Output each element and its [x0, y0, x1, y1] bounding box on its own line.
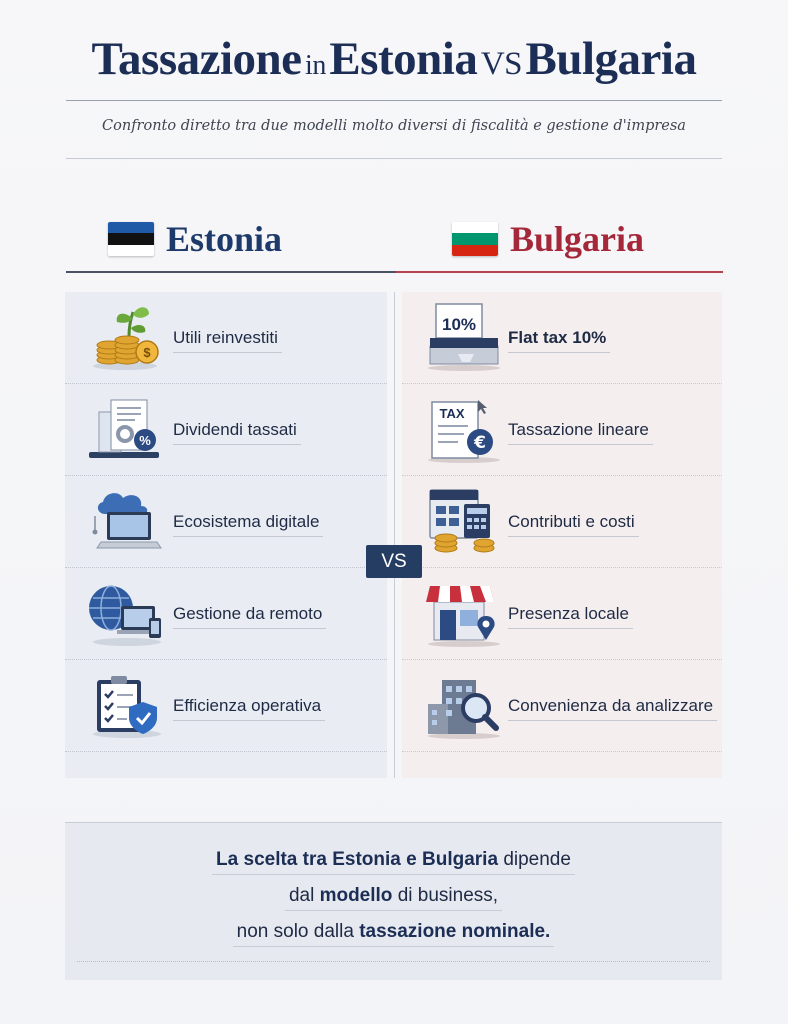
- list-item: [402, 568, 722, 660]
- estonia-panel: [65, 292, 387, 778]
- svg-text:$: $: [143, 345, 151, 360]
- item-label-dividendi-tassati: Dividendi tassati: [173, 420, 301, 445]
- item-label-utili-reinvestiti: Utili reinvestiti: [173, 328, 282, 353]
- list-item: [65, 568, 387, 660]
- list-item: [402, 660, 722, 752]
- conclusion-dotted-rule: [77, 961, 710, 962]
- cloud-laptop-icon: [87, 486, 167, 556]
- title-rule: [66, 100, 722, 101]
- item-label-convenienza-da-analizzare: Convenienza da analizzare: [508, 696, 717, 721]
- list-item: [402, 384, 722, 476]
- subtitle: Confronto diretto tra due modelli molto diversi di fiscalità e gestione d'impresa: [102, 118, 686, 134]
- title-vs: VS: [480, 46, 523, 82]
- building-magnifier-icon: [424, 670, 504, 740]
- item-label-gestione-da-remoto: Gestione da remoto: [173, 604, 326, 629]
- shop-location-icon: [424, 578, 504, 648]
- printer-ten-percent-icon: [424, 302, 504, 372]
- item-label-tassazione-lineare: Tassazione lineare: [508, 420, 653, 445]
- conclusion-line-3: non solo dalla tassazione nominale.: [65, 921, 722, 947]
- title-bulgaria: Bulgaria: [525, 33, 697, 85]
- title-tassazione: Tassazione: [91, 33, 302, 85]
- list-item: [65, 660, 387, 752]
- list-item: [65, 384, 387, 476]
- item-label-flat-tax: Flat tax 10%: [508, 328, 610, 353]
- estonia-header-rule: [66, 271, 396, 273]
- euro-symbol: €: [474, 433, 486, 453]
- conclusion-box: [65, 822, 722, 980]
- document-percent-icon: [87, 394, 167, 464]
- ten-percent-tag: 10%: [441, 315, 477, 334]
- conclusion-line-1: La scelta tra Estonia e Bulgaria dipende: [65, 849, 722, 875]
- tax-euro-icon: [424, 394, 504, 464]
- bulgaria-header-rule: [396, 271, 723, 273]
- plant-coins-icon: [87, 302, 167, 372]
- center-divider: [394, 292, 395, 778]
- list-item: [65, 292, 387, 384]
- list-item: [402, 292, 722, 384]
- conclusion-line-2: dal modello di business,: [65, 885, 722, 911]
- item-label-contributi-e-costi: Contributi e costi: [508, 512, 639, 537]
- bulgaria-title: Bulgaria: [510, 219, 645, 259]
- list-item: [402, 476, 722, 568]
- globe-devices-icon: [87, 578, 167, 648]
- bulgaria-header: [452, 218, 644, 260]
- list-item: [65, 476, 387, 568]
- estonia-title: Estonia: [166, 219, 283, 259]
- title-in: in: [305, 50, 326, 81]
- item-label-presenza-locale: Presenza locale: [508, 604, 633, 629]
- bulgaria-panel: [402, 292, 722, 778]
- subtitle-rule: [66, 158, 722, 159]
- item-label-ecosistema-digitale: Ecosistema digitale: [173, 512, 323, 537]
- vs-badge: VS: [366, 545, 422, 578]
- svg-text:%: %: [139, 433, 151, 448]
- calculator-coins-icon: [424, 486, 504, 556]
- tax-tag: TAX: [439, 406, 465, 421]
- bulgaria-flag-icon: [452, 222, 498, 256]
- clipboard-shield-icon: [87, 670, 167, 740]
- estonia-header: [108, 218, 282, 260]
- title-estonia: Estonia: [329, 33, 478, 85]
- page-title: [0, 32, 788, 86]
- estonia-flag-icon: [108, 222, 154, 256]
- item-label-efficienza-operativa: Efficienza operativa: [173, 696, 325, 721]
